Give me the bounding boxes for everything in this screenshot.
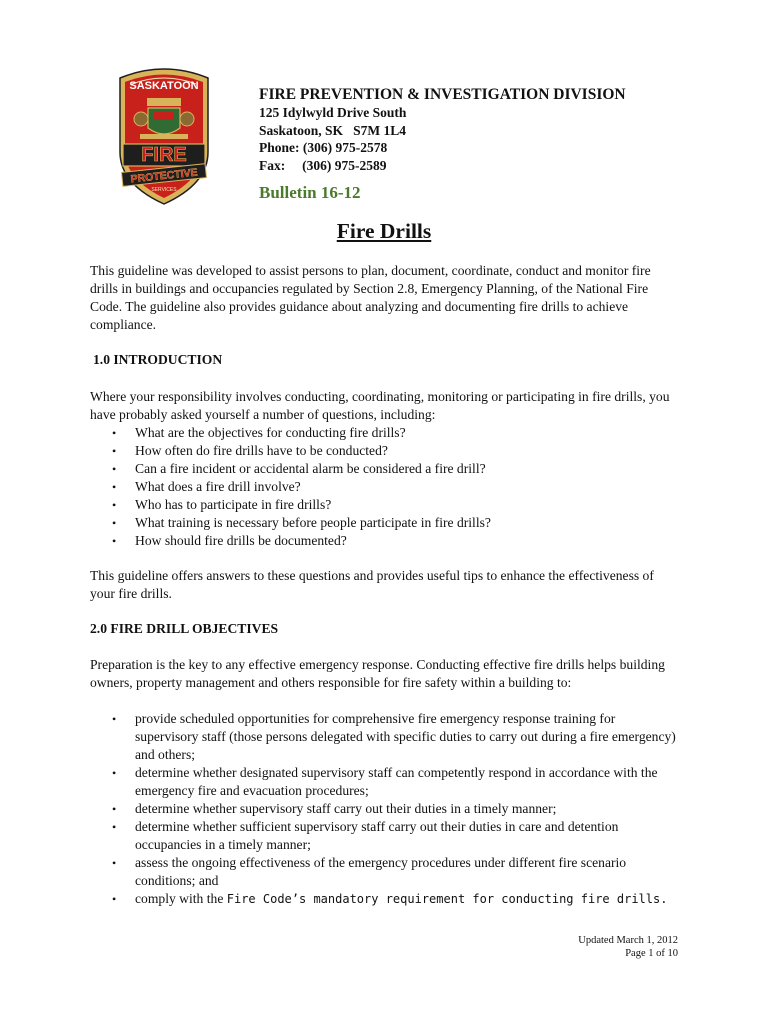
list-item: • What training is necessary before people participate in fire drills? — [90, 514, 680, 532]
page-footer — [578, 934, 678, 960]
section-2-objective-list — [90, 710, 680, 908]
page-title: Fire Drills — [336, 219, 432, 243]
logo-crest-top — [147, 98, 181, 106]
saskatoon-fire-logo — [110, 64, 218, 206]
list-item: • What does a fire drill involve? — [90, 478, 680, 496]
section-1-question-list — [90, 424, 680, 550]
last-bullet-tail: Fire Code’s mandatory requirement for conducting fire drills. — [226, 892, 668, 906]
contact-block — [259, 104, 626, 174]
address-street: 125 Idylwyld Drive South — [259, 105, 407, 120]
updated-date: Updated March 1, 2012 — [578, 935, 678, 946]
logo-bottom-text: PROTECTIVE — [130, 166, 199, 186]
list-item: • determine whether sufficient supervisory staff carry out their duties in care and detention occupancies in a timely manner; — [90, 818, 680, 854]
section-1-paragraph: Where your responsibility involves conducting, coordinating, monitoring or participating in fire drills, you have probably asked yourself a number of questions, including: — [90, 389, 670, 422]
section-2-heading: 2.0 FIRE DRILL OBJECTIVES — [90, 621, 279, 636]
list-item: • How should fire drills be documented? — [90, 532, 680, 550]
list-item: • What are the objectives for conducting fire drills? — [90, 424, 680, 442]
list-item: • determine whether supervisory staff carry out their duties in a timely manner; — [90, 800, 680, 818]
list-item: • assess the ongoing effectiveness of the emergency procedures under different fire scenario conditions; and — [90, 854, 680, 890]
section-1-closing: This guideline offers answers to these questions and provides useful tips to enhance the effectiveness of your fire drills. — [90, 568, 654, 601]
intro-paragraph: This guideline was developed to assist persons to plan, document, coordinate, conduct and monitor fire drills in buildings and occupancies regulated by Section 2.8, Emergency Planning, of the National Fire Code. The guideline also provides guidance about analyzing and documenting fire drills to achieve compliance. — [90, 263, 651, 332]
list-item: • determine whether designated supervisory staff can competently respond in accordance with the emergency fire and evacuation procedures; — [90, 764, 680, 800]
bulletin-number: Bulletin 16-12 — [259, 183, 361, 202]
logo-crest-shield — [148, 108, 180, 134]
address-city: Saskatoon, SK S7M 1L4 — [259, 122, 407, 138]
section-1-heading: 1.0 INTRODUCTION — [93, 352, 223, 367]
section-2-paragraph: Preparation is the key to any effective emergency response. Conducting effective fire drills helps building owners, property management and others responsible for fire safety within a building to: — [90, 657, 665, 690]
page-number: Page 1 of 10 — [625, 948, 678, 959]
fax-number: Fax: (306) 975-2589 — [259, 157, 387, 173]
division-name: FIRE PREVENTION & INVESTIGATION DIVISION — [259, 86, 626, 103]
division-header — [259, 86, 626, 174]
logo-top-text: SASKATOON — [129, 80, 199, 92]
list-item — [90, 890, 680, 908]
phone-number: Phone: (306) 975-2578 — [259, 140, 388, 155]
logo-band-text: FIRE — [141, 144, 187, 166]
list-item: • provide scheduled opportunities for comprehensive fire emergency response training for supervisory staff (those persons delegated with specific duties to carry out during a fire emergency) and others; — [90, 710, 680, 764]
list-item: • Can a fire incident or accidental alarm be considered a fire drill? — [90, 460, 680, 478]
list-item: • Who has to participate in fire drills? — [90, 496, 680, 514]
list-item: • How often do fire drills have to be conducted? — [90, 442, 680, 460]
last-bullet-lead: comply with the — [135, 891, 227, 906]
logo-small-text: SERVICES — [151, 187, 177, 193]
